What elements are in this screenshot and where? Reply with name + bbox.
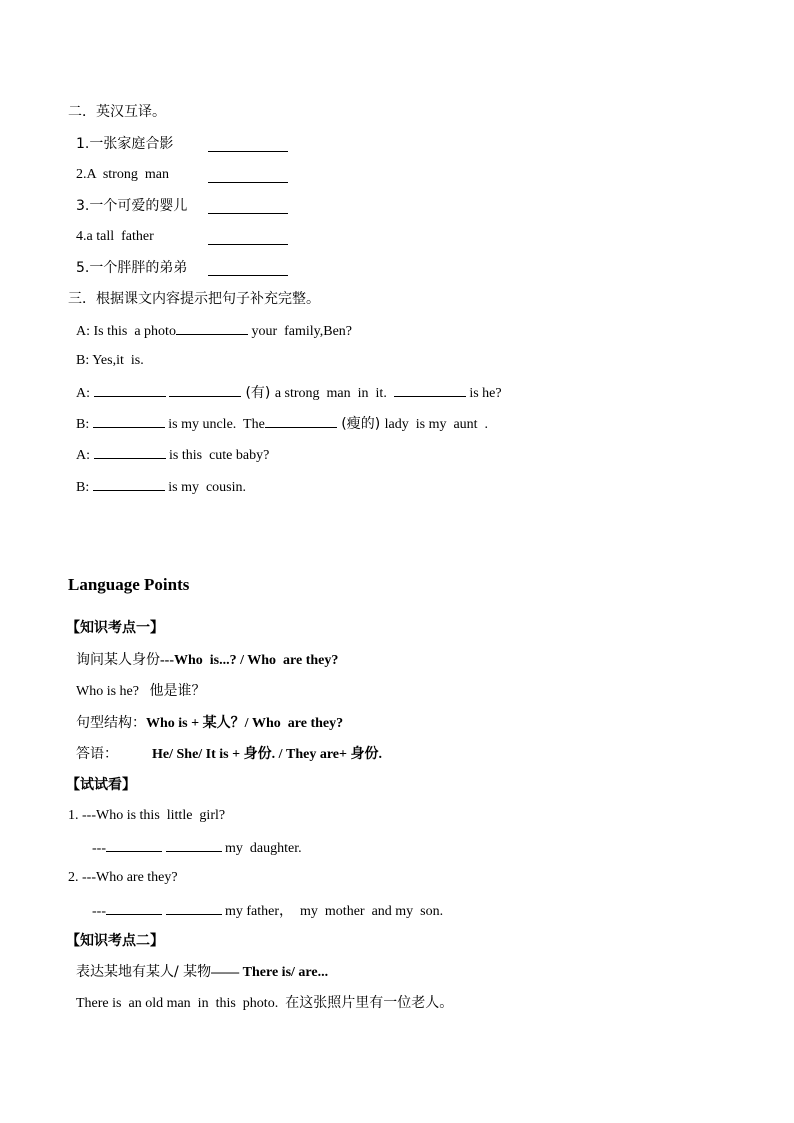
dialogue-line-6 bbox=[76, 476, 246, 498]
knowledge-point-1-tag: 【知识考点一】 bbox=[66, 620, 164, 636]
vocab-item-4: 4.a tall father bbox=[76, 229, 154, 244]
kp-text: --- bbox=[92, 841, 106, 856]
kp2-line-2 bbox=[76, 993, 453, 1014]
language-points-title: Language Points bbox=[68, 575, 190, 594]
kp1-line-3 bbox=[76, 713, 343, 734]
dialogue-hint: (瘦的) bbox=[336, 416, 385, 432]
dialogue-line-1 bbox=[76, 320, 352, 342]
try-question-2: 2. ---Who are they? bbox=[68, 870, 178, 885]
kp-text: ---Who is...? / Who are they? bbox=[160, 653, 339, 668]
try-blank[interactable] bbox=[166, 900, 222, 915]
dialogue-text: A: Is this a photo bbox=[76, 324, 176, 339]
dialogue-text: a strong man in it. bbox=[274, 386, 394, 401]
vocab-item-1: 1.一张家庭合影 bbox=[76, 136, 174, 152]
dialogue-text: is he? bbox=[465, 386, 502, 401]
kp-text: —— There is/ are... bbox=[211, 965, 329, 980]
kp-text: Who is he? bbox=[76, 684, 150, 699]
dialogue-line-5 bbox=[76, 444, 269, 466]
answer-blank-1[interactable] bbox=[208, 151, 288, 152]
vocab-item-2: 2.A strong man bbox=[76, 167, 169, 182]
kp-text: my father， my mother and my son. bbox=[221, 904, 444, 919]
kp-text: 在这张照片里有一位老人。 bbox=[285, 995, 454, 1011]
answer-blank-3[interactable] bbox=[208, 213, 288, 214]
dialogue-text: A: bbox=[76, 386, 94, 401]
kp-text: 身份 bbox=[243, 746, 272, 762]
try-question-1: 1. ---Who is this little girl? bbox=[68, 808, 226, 823]
kp1-line-2 bbox=[76, 681, 205, 702]
dialogue-text: is this cute baby? bbox=[165, 448, 270, 463]
dialogue-text: lady is my aunt . bbox=[384, 417, 489, 432]
dialogue-blank[interactable] bbox=[169, 382, 241, 397]
dialogue-blank[interactable] bbox=[94, 444, 166, 459]
section2-heading: 二．英汉互译。 bbox=[68, 104, 166, 120]
dialogue-text: B: bbox=[76, 417, 93, 432]
dialogue-text: your family,Ben? bbox=[247, 324, 353, 339]
dialogue-blank[interactable] bbox=[93, 413, 165, 428]
vocab-item-3: 3.一个可爱的婴儿 bbox=[76, 198, 188, 214]
kp-text: 询问某人身份 bbox=[76, 652, 160, 668]
knowledge-point-2-tag: 【知识考点二】 bbox=[66, 933, 164, 949]
dialogue-blank[interactable] bbox=[394, 382, 466, 397]
kp1-line-4 bbox=[76, 744, 382, 765]
try-answer-2 bbox=[92, 900, 443, 922]
kp-text: 身份 bbox=[350, 746, 379, 762]
try-blank[interactable] bbox=[166, 837, 222, 852]
kp-text: 某人 bbox=[202, 715, 231, 731]
kp-text: 表达某地有某人/ 某物 bbox=[76, 964, 212, 980]
kp-text: . bbox=[378, 747, 382, 762]
kp-text: --- bbox=[92, 904, 106, 919]
dialogue-line-2: B: Yes,it is. bbox=[76, 353, 144, 368]
kp1-line-1 bbox=[76, 650, 338, 671]
dialogue-hint: (有) bbox=[241, 385, 275, 401]
kp-text: Who is + bbox=[146, 716, 203, 731]
answer-blank-4[interactable] bbox=[208, 244, 288, 245]
kp-text: my daughter. bbox=[221, 841, 302, 856]
dialogue-text: is my uncle. The bbox=[164, 417, 265, 432]
dialogue-line-4 bbox=[76, 413, 488, 435]
dialogue-text: is my cousin. bbox=[164, 480, 247, 495]
try-it-tag: 【试试看】 bbox=[66, 777, 136, 793]
kp-text: 句型结构： bbox=[76, 715, 146, 731]
kp-text: 答语： bbox=[76, 746, 118, 762]
answer-blank-2[interactable] bbox=[208, 182, 288, 183]
kp-text: . / They are+ bbox=[271, 747, 351, 762]
dialogue-line-3 bbox=[76, 382, 502, 404]
kp-text: There is an old man in this photo. bbox=[76, 996, 286, 1011]
kp2-line-1 bbox=[76, 962, 328, 983]
kp-text: He/ She/ It is + bbox=[152, 747, 244, 762]
try-blank[interactable] bbox=[106, 900, 162, 915]
dialogue-text: B: bbox=[76, 480, 93, 495]
dialogue-blank[interactable] bbox=[94, 382, 166, 397]
dialogue-blank[interactable] bbox=[93, 476, 165, 491]
kp-text: 他是谁？ bbox=[149, 683, 206, 699]
kp-text: ？/ Who are they? bbox=[230, 716, 344, 731]
section3-heading: 三．根据课文内容提示把句子补充完整。 bbox=[68, 291, 320, 307]
vocab-item-5: 5.一个胖胖的弟弟 bbox=[76, 260, 188, 276]
dialogue-text: A: bbox=[76, 448, 94, 463]
answer-blank-5[interactable] bbox=[208, 275, 288, 276]
try-blank[interactable] bbox=[106, 837, 162, 852]
dialogue-blank[interactable] bbox=[265, 413, 337, 428]
try-answer-1 bbox=[92, 837, 302, 859]
dialogue-blank[interactable] bbox=[176, 320, 248, 335]
